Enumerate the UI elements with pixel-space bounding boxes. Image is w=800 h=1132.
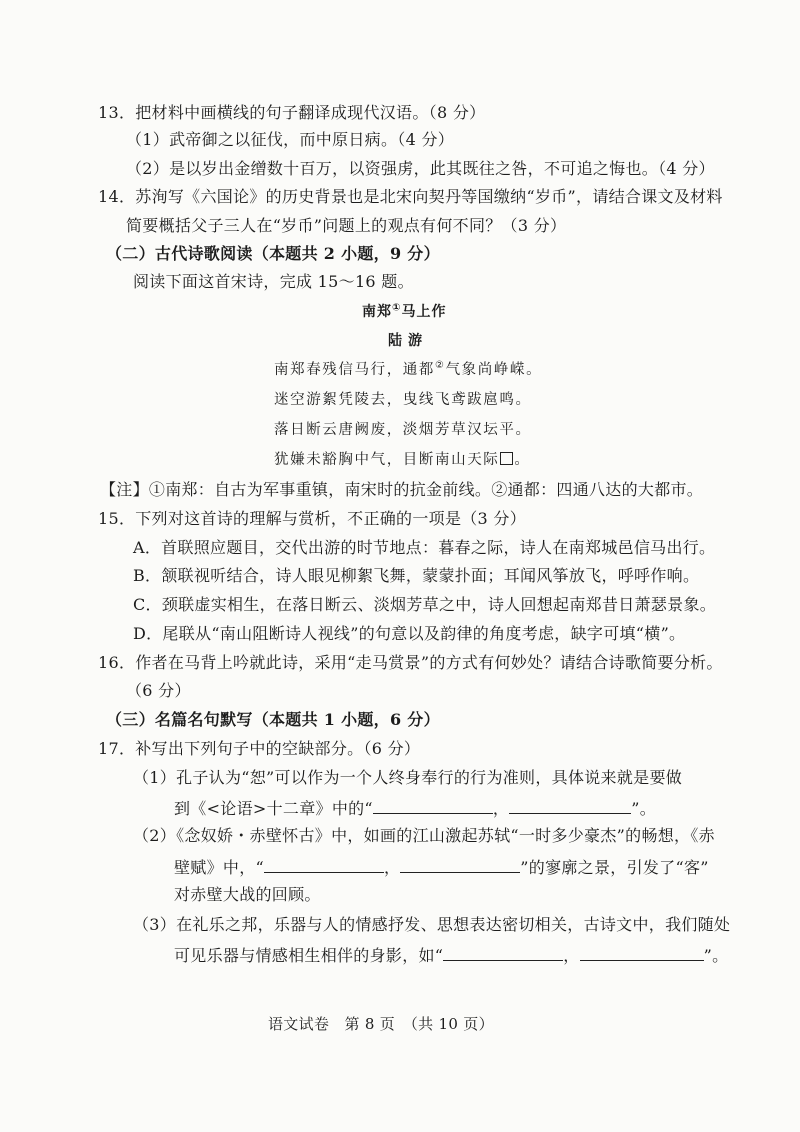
question-17-sub-3-line-2 xyxy=(174,944,728,966)
answer-blank-1[interactable] xyxy=(373,797,493,814)
poem-annotation: 【注】①南郑：自古为军事重镇，南宋时的抗金前线。②通都：四通八达的大都市。 xyxy=(100,480,704,499)
sub-2-text-b: ， xyxy=(383,858,401,877)
question-17-sub-2-line-2 xyxy=(174,856,709,878)
section-2-intro: 阅读下面这首宋诗，完成 15～16 题。 xyxy=(133,272,414,291)
question-17-stem: 17．补写出下列句子中的空缺部分。（6 分） xyxy=(98,739,421,758)
question-16-line-1: 16．作者在马背上吟就此诗，采用“走马赏景”的方式有何妙处？请结合诗歌简要分析。 xyxy=(98,653,723,672)
answer-blank-2[interactable] xyxy=(509,797,631,814)
answer-blank-3[interactable] xyxy=(264,856,384,873)
poem-author: 陆游 xyxy=(388,333,428,349)
sub-3-text-b: ， xyxy=(563,946,580,965)
question-13-sub-1: （1）武帝御之以征伐，而中原日病。（4 分） xyxy=(126,130,455,149)
poem-title-note-mark: ① xyxy=(392,302,402,314)
question-14-line-1: 14．苏洵写《六国论》的历史背景也是北宋向契丹等国缴纳“岁币”，请结合课文及材料 xyxy=(98,187,723,206)
sub-3-text-a: 可见乐器与情感相生相伴的身影，如“ xyxy=(174,946,444,965)
sub-3-text-c: ”。 xyxy=(703,946,729,965)
question-16-line-2: （6 分） xyxy=(126,681,191,700)
poem-title xyxy=(362,302,446,322)
poem-line-4-part-a: 犹嫌未豁胸中气，目断南山天际 xyxy=(274,452,500,468)
question-17-sub-2-line-3: 对赤壁大战的回顾。 xyxy=(174,885,321,904)
poem-line-1-part-b: 气象尚峥嵘。 xyxy=(445,362,543,378)
sub-1-text-c: ”。 xyxy=(631,799,656,818)
poem-title-part-a: 南郑 xyxy=(362,304,392,320)
question-14-line-2: 简要概括父子三人在“岁币”问题上的观点有何不同？（3 分） xyxy=(126,216,567,235)
question-17-sub-2-line-1: （2）《念奴娇・赤壁怀古》中，如画的江山激起苏轼“一时多少豪杰”的畅想，《赤 xyxy=(133,826,715,845)
section-3-heading: （三）名篇名句默写（本题共 1 小题，6 分） xyxy=(106,710,440,729)
poem-line-2: 迷空游絮凭陵去，曳线飞鸢跋扈鸣。 xyxy=(274,392,532,408)
question-17-sub-1-line-2 xyxy=(174,797,656,819)
section-2-heading: （二）古代诗歌阅读（本题共 2 小题，9 分） xyxy=(106,244,440,263)
question-15-stem: 15．下列对这首诗的理解与赏析，不正确的一项是（3 分） xyxy=(98,509,527,528)
poem-line-1-note-mark: ② xyxy=(435,360,446,372)
poem-line-4 xyxy=(274,450,531,470)
page-footer: 语文试卷 第 8 页 （共 10 页） xyxy=(268,1015,494,1033)
missing-character-box xyxy=(500,452,513,465)
question-17-sub-1-line-1: （1）孔子认为“恕”可以作为一个人终身奉行的行为准则，具体说来就是要做 xyxy=(133,768,683,787)
poem-title-part-b: 马上作 xyxy=(401,304,447,320)
sub-2-text-c: ”的寥廓之景，引发了“客” xyxy=(520,858,709,877)
question-15-option-a: A．首联照应题目，交代出游的时节地点：暮春之际，诗人在南郑城邑信马出行。 xyxy=(133,538,716,557)
answer-blank-4[interactable] xyxy=(400,856,520,873)
question-15-option-d: D．尾联从“南山阻断诗人视线”的句意以及韵律的角度考虑，缺字可填“横”。 xyxy=(133,624,686,643)
question-17-sub-3-line-1: （3）在礼乐之邦，乐器与人的情感抒发、思想表达密切相关，古诗文中，我们随处 xyxy=(133,915,731,934)
poem-line-4-part-b: 。 xyxy=(514,452,531,468)
answer-blank-5[interactable] xyxy=(443,944,563,961)
poem-line-1-part-a: 南郑春残信马行，通都 xyxy=(274,362,435,378)
question-13-stem: 13．把材料中画横线的句子翻译成现代汉语。（8 分） xyxy=(98,103,486,122)
question-15-option-c: C．颈联虚实相生，在落日断云、淡烟芳草之中，诗人回想起南郑昔日萧瑟景象。 xyxy=(133,595,717,614)
poem-line-3: 落日断云唐阙废，淡烟芳草汉坛平。 xyxy=(274,422,532,438)
answer-blank-6[interactable] xyxy=(580,944,704,961)
sub-1-text-b: ， xyxy=(492,799,510,818)
question-15-option-b: B．颔联视听结合，诗人眼见柳絮飞舞，蒙蒙扑面；耳闻风筝放飞，呼呼作响。 xyxy=(133,566,700,585)
sub-1-text-a: 到《<论语>十二章》中的“ xyxy=(174,799,373,818)
sub-2-text-a: 壁赋》中，“ xyxy=(174,858,264,877)
question-13-sub-2: （2）是以岁出金缯数十百万，以资强虏，此其既往之咎，不可追之悔也。（4 分） xyxy=(126,159,715,178)
poem-line-1 xyxy=(274,360,542,380)
